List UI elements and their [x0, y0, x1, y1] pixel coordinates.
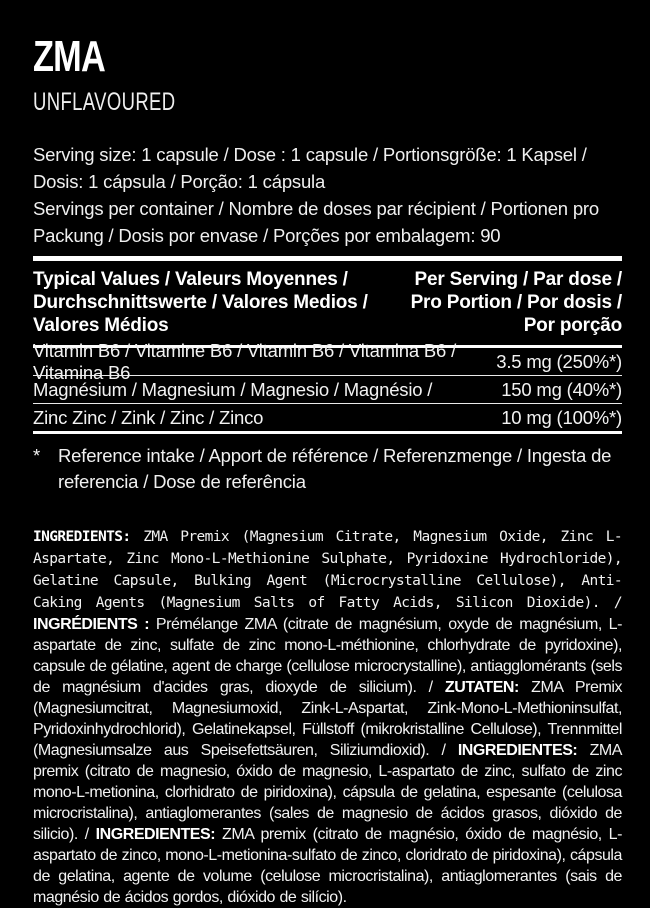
nutrient-name: Vitamin B6 / Vitamine B6 / Vitamin B6 / Vitamina B6 / Vitamina B6	[33, 339, 457, 383]
serving-count-line: Servings per container / Nombre de doses par récipient / Portionen pro Packung / Dosis por envase / Porções por embalagem: 90	[33, 198, 599, 246]
nutrient-amount: 10 mg (100%*)	[501, 406, 622, 428]
nutrient-row-vitamin-b6	[33, 339, 622, 383]
ingredients-text-fr: Prémélange ZMA (citrate de magnésium, oxyde de magnésium, L-aspartate de zinc, sulfate de zinc mono-L-méthionine, chlorhydrate de pyridoxine), capsule de gélatine, agent de charge (cellulose microcrystalline), antiagglomérants (sels de magnésium d'acides gras, dioxyde de silicium). /	[33, 616, 622, 696]
nutrient-name: Magnésium / Magnesium / Magnesio / Magnésio /	[33, 378, 433, 400]
ingredients-label-es: INGREDIENTES:	[457, 742, 578, 759]
serving-info	[33, 141, 622, 249]
nutrition-table	[33, 256, 622, 434]
nutrient-row-zinc	[33, 404, 622, 431]
reference-text: Reference intake / Apport de référence / Referenzmenge / Ingesta de referencia / Dose de referência	[58, 445, 612, 492]
table-header	[33, 261, 622, 345]
serving-dose-line: Serving size: 1 capsule / Dose : 1 capsule / Portionsgröße: 1 Kapsel / Dosis: 1 cápsula / Porção: 1 cápsula	[33, 144, 587, 192]
nutrient-amount: 150 mg (40%*)	[501, 378, 622, 400]
flavour-subtitle: UNFLAVOURED	[33, 88, 176, 116]
ingredients-label-en: INGREDIENTS:	[33, 529, 131, 545]
brand-title: ZMA	[33, 32, 106, 81]
brand-header	[33, 32, 622, 116]
ingredients-label-de: ZUTATEN:	[444, 679, 519, 696]
nutrient-row-magnesium	[33, 376, 622, 403]
header-left-line: Durchschnittswerte / Valores Medios /	[33, 292, 368, 313]
header-col-per-serving	[411, 268, 622, 337]
header-left-line: Typical Values / Valeurs Moyennes /	[33, 269, 348, 290]
ingredients-text-de: ZMA Premix (Magnesiumcitrat, Magnesiumoxid, Zink-L-Aspartat, Zink-Mono-L-Methioninsulfat, Pyridoxinhydrochlorid), Gelatinekapsel, Füllstoff (mikrokristalline Cellulose), Trennmittel (Magnesiumsalze aus Speisefettsäuren, Siliziumdioxid). /	[33, 679, 622, 759]
nutrient-name: Zinc Zinc / Zink / Zinc / Zinco	[33, 406, 264, 428]
header-right-line: Por porção	[523, 315, 622, 336]
ingredients-label-pt: INGREDIENTES:	[95, 826, 216, 843]
nutrient-amount: 3.5 mg (250%*)	[496, 350, 622, 372]
header-col-typical-values	[33, 268, 368, 337]
ingredients-text-en: ZMA Premix (Magnesium Citrate, Magnesium Oxide, Zinc L-Aspartate, Zinc Mono-L-Methionine Sulphate, Pyridoxine Hydrochloride), Gelatine Capsule, Bulking Agent (Microcrystalline Cellulose), Anti-Caking Agents (Magnesium Salts of Fatty Acids, Silicon Dioxide). /	[33, 529, 622, 611]
ingredients-text-es: ZMA premix (citrato de magnesio, óxido de magnesio, L-aspartato de zinc, sulfato de zinc mono-L-metionina, clorhidrato de piridoxina), cápsula de gelatina, espesante (celulosa microcristalina), antiaglomerantes (sales de magnesio de ácidos grasos, dióxido de silicio). /	[33, 742, 623, 843]
ingredients-text-pt: ZMA premix (citrato de magnésio, óxido de magnésio, L-aspartato de zinco, mono-L-metionina-sulfato de zinco, cloridrato de piridoxina), cápsula de gelatina, agente de volume (celulose microcristalina), antiaglomerantes (sais de magnésio de ácidos gordos, dióxido de silício).	[33, 826, 622, 906]
ingredients-label-fr: INGRÉDIENTS :	[33, 616, 150, 633]
header-right-line: Per Serving / Par dose /	[414, 269, 622, 290]
ingredients-paragraph	[33, 526, 622, 908]
reference-note	[33, 443, 622, 495]
asterisk-marker: *	[33, 445, 40, 466]
header-right-line: Pro Portion / Por dosis /	[410, 292, 622, 313]
table-bottom-rule	[33, 431, 622, 434]
header-left-line: Valores Médios	[33, 315, 169, 336]
